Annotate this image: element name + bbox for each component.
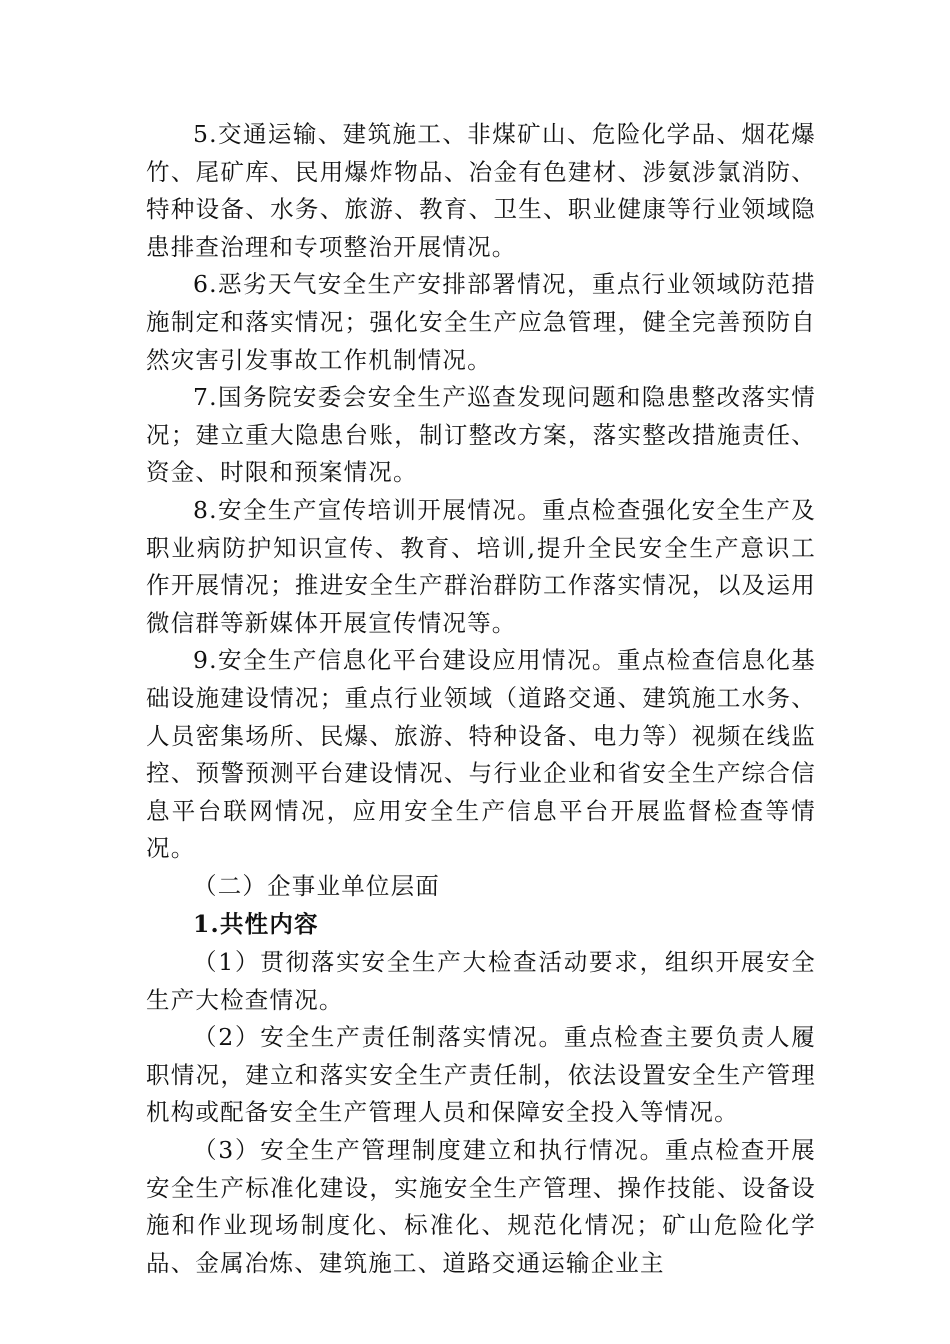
- paragraph-8: 8.安全生产宣传培训开展情况。重点检查强化安全生产及职业病防护知识宣传、教育、培训,提升全民安全生产意识工作开展情况；推进安全生产群治群防工作落实情况，以及运用微信群等新媒体开展宣传情况等。: [146, 495, 816, 637]
- paragraph-7: 7.国务院安委会安全生产巡查发现问题和隐患整改落实情况；建立重大隐患台账，制订整改方案，落实整改措施责任、资金、时限和预案情况。: [146, 383, 816, 487]
- paragraph-5: 5.交通运输、建筑施工、非煤矿山、危险化学品、烟花爆竹、尾矿库、民用爆炸物品、冶金有色建材、涉氨涉氯消防、特种设备、水务、旅游、教育、卫生、职业健康等行业领域隐患排查治理和专项整治开展情况。: [146, 120, 816, 261]
- item-1: （1）贯彻落实安全生产大检查活动要求，组织开展安全生产大检查情况。: [146, 948, 816, 1014]
- paragraph-6: 6.恶劣天气安全生产安排部署情况，重点行业领域防范措施制定和落实情况；强化安全生产应急管理，健全完善预防自然灾害引发事故工作机制情况。: [146, 270, 816, 374]
- section-heading: （二）企事业单位层面: [193, 871, 440, 900]
- item-2: （2）安全生产责任制落实情况。重点检查主要负责人履职情况，建立和落实安全生产责任制，依法设置安全生产管理机构或配备安全生产管理人员和保障安全投入等情况。: [146, 1023, 816, 1127]
- subsection-heading: 1.共性内容: [193, 910, 319, 939]
- document-body: [146, 116, 816, 1282]
- paragraph-9: 9.安全生产信息化平台建设应用情况。重点检查信息化基础设施建设情况；重点行业领域（道路交通、建筑施工水务、人员密集场所、民爆、旅游、特种设备、电力等）视频在线监控、预警预测平台建设情况、与行业企业和省安全生产综合信息平台联网情况，应用安全生产信息平台开展监督检查等情况。: [146, 646, 816, 863]
- item-3: （3）安全生产管理制度建立和执行情况。重点检查开展安全生产标准化建设，实施安全生产管理、操作技能、设备设施和作业现场制度化、标准化、规范化情况；矿山危险化学品、金属冶炼、建筑施工、道路交通运输企业主: [146, 1136, 816, 1277]
